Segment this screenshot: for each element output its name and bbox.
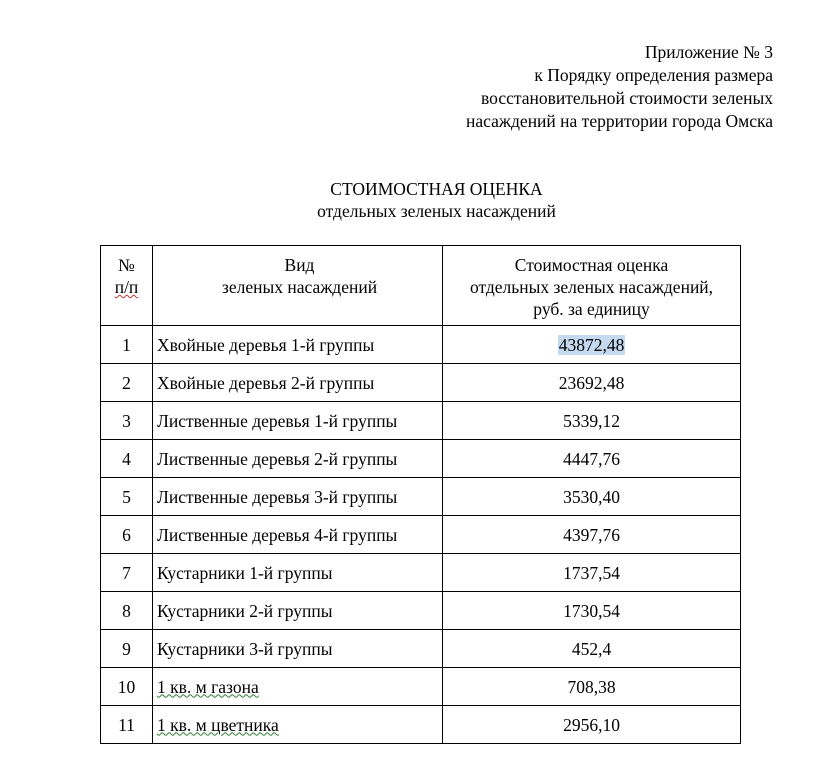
table-row [101, 516, 741, 554]
row-num: 6 [101, 516, 153, 554]
row-kind-cell [153, 706, 443, 744]
table-header-row [101, 246, 741, 326]
table-row [101, 554, 741, 592]
header-num [101, 246, 153, 326]
row-price: 5339,12 [443, 402, 741, 440]
row-kind: Кустарники 1-й группы [153, 554, 443, 592]
row-num: 1 [101, 326, 153, 364]
table-row [101, 706, 741, 744]
title-main: СТОИМОСТНАЯ ОЦЕНКА [330, 179, 543, 199]
table-row [101, 440, 741, 478]
row-kind: Лиственные деревья 2-й группы [153, 440, 443, 478]
table-row [101, 364, 741, 402]
row-num: 7 [101, 554, 153, 592]
row-kind: Кустарники 2-й группы [153, 592, 443, 630]
row-price-cell[interactable] [443, 326, 741, 364]
valuation-table [100, 245, 741, 744]
appendix-line: насаждений на территории города Омска [466, 111, 773, 131]
row-kind: 1 кв. м цветника [157, 714, 279, 735]
appendix-line: восстановительной стоимости зеленых [481, 88, 773, 108]
row-price: 708,38 [443, 668, 741, 706]
row-price: 4447,76 [443, 440, 741, 478]
document-title [0, 178, 826, 222]
selected-price-text[interactable]: 43872,48 [558, 334, 625, 355]
row-price: 1730,54 [443, 592, 741, 630]
row-kind: 1 кв. м газона [157, 676, 259, 697]
appendix-line: Приложение № 3 [644, 42, 773, 62]
table-row [101, 668, 741, 706]
header-price-line: отдельных зеленых насаждений, [469, 277, 714, 297]
row-price: 3530,40 [443, 478, 741, 516]
row-num: 11 [101, 706, 153, 744]
header-kind-line: зеленых насаждений [221, 277, 378, 297]
row-kind: Хвойные деревья 2-й группы [153, 364, 443, 402]
header-price-line: руб. за единицу [533, 299, 650, 319]
row-price: 4397,76 [443, 516, 741, 554]
header-kind-line: Вид [284, 255, 315, 275]
row-num: 10 [101, 668, 153, 706]
row-num: 2 [101, 364, 153, 402]
row-kind: Лиственные деревья 4-й группы [153, 516, 443, 554]
table-row [101, 326, 741, 364]
row-num: 3 [101, 402, 153, 440]
row-num: 4 [101, 440, 153, 478]
row-kind: Кустарники 3-й группы [153, 630, 443, 668]
row-kind: Хвойные деревья 1-й группы [153, 326, 443, 364]
table-row [101, 478, 741, 516]
row-num: 9 [101, 630, 153, 668]
row-kind: Лиственные деревья 3-й группы [153, 478, 443, 516]
row-price: 2956,10 [443, 706, 741, 744]
header-num-line: п/п [114, 277, 139, 297]
header-price [443, 246, 741, 326]
table-row [101, 592, 741, 630]
header-kind [153, 246, 443, 326]
table-row [101, 630, 741, 668]
appendix-note [466, 41, 773, 133]
row-kind-cell [153, 668, 443, 706]
row-kind: Лиственные деревья 1-й группы [153, 402, 443, 440]
appendix-line: к Порядку определения размера [534, 65, 773, 85]
row-price: 23692,48 [443, 364, 741, 402]
header-num-line: № [118, 255, 135, 275]
table-row [101, 402, 741, 440]
title-sub: отдельных зеленых насаждений [317, 201, 556, 221]
row-num: 8 [101, 592, 153, 630]
row-price: 1737,54 [443, 554, 741, 592]
row-price: 452,4 [443, 630, 741, 668]
row-num: 5 [101, 478, 153, 516]
header-price-line: Стоимостная оценка [514, 255, 669, 275]
